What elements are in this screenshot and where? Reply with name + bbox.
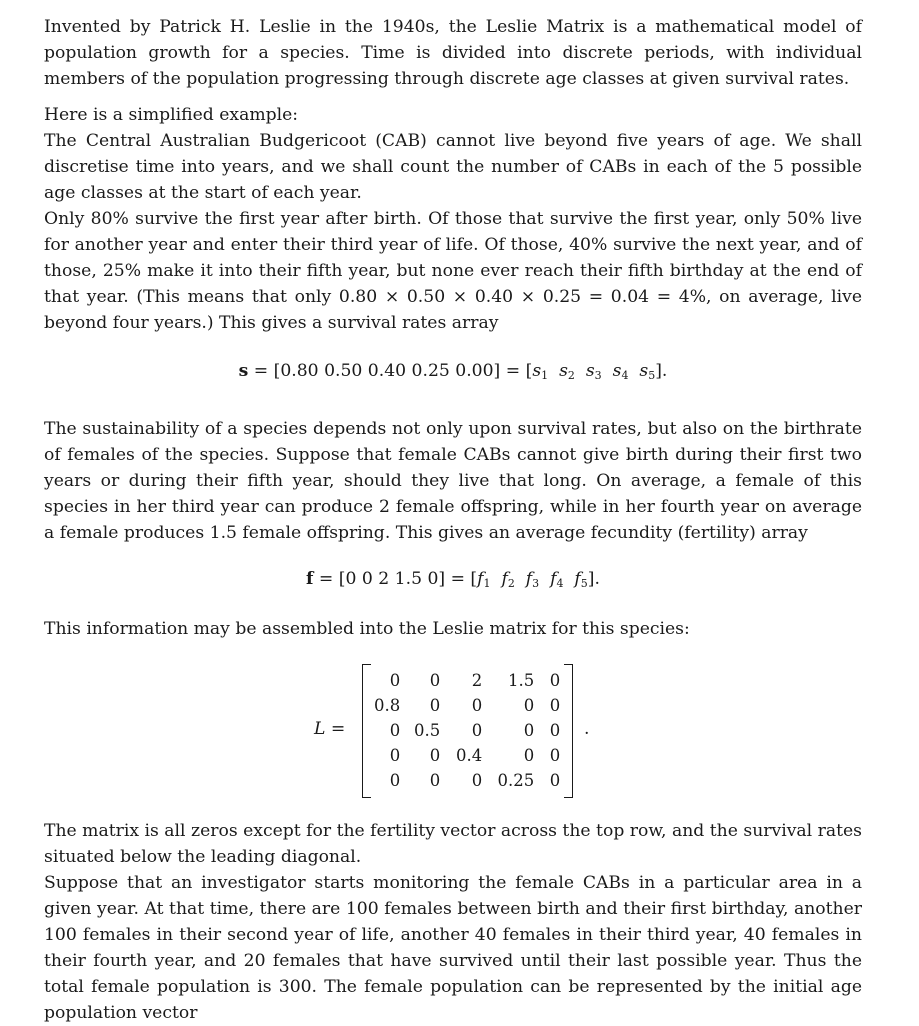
f-subscript: 5 bbox=[580, 577, 588, 590]
s-component: s bbox=[639, 361, 649, 381]
s-subscript: 5 bbox=[648, 369, 656, 382]
matrix-cell: 0 bbox=[429, 671, 441, 690]
matrix-cell: 1.5 bbox=[508, 671, 535, 690]
survival-symbol: s bbox=[238, 361, 249, 381]
matrix-cell: 0 bbox=[549, 721, 561, 740]
matrix-cell: 0 bbox=[471, 771, 483, 790]
example-heading: Here is a simplified example: bbox=[44, 105, 299, 125]
fecundity-values: [0 0 2 1.5 0] bbox=[338, 569, 446, 589]
investigator-paragraph: Suppose that an investigator starts monitoring the female CABs in a particular area in a given year. At that time, there are 100 females between birth and their first birthday, another 100 females in their second year of life, another 40 females in their third year, 40 females in their fourth year, and 20 females that have survived until their last possible year. Thus the total female population is 300. The female population can be represented by the initial age population vector bbox=[44, 873, 862, 1023]
matrix-cell: 0.25 bbox=[497, 771, 535, 790]
matrix-row bbox=[374, 668, 560, 693]
s-component: s bbox=[585, 361, 595, 381]
fecundity-equation: f = [0 0 2 1.5 $0] = [f_1$ $f_2$ $f_3$ $f_4$ $f_5$]. bbox=[306, 569, 600, 590]
f-subscript: 4 bbox=[556, 577, 564, 590]
s-component: s bbox=[532, 361, 542, 381]
assemble-paragraph: This information may be assembled into the Leslie matrix for this species: bbox=[44, 619, 690, 639]
matrix-cell: 0 bbox=[549, 746, 561, 765]
f-component: f bbox=[550, 569, 557, 589]
survival-equation: s = [0.80 0.50 0.40 0.25 $0.00] = [s_1$ $s_2$ $s_3$ $s_4$ $s_5$]. bbox=[238, 361, 668, 382]
matrix-label: L = bbox=[314, 719, 346, 739]
matrix-symbol: L bbox=[314, 719, 326, 739]
matrix-table bbox=[374, 668, 560, 793]
s-subscript: 1 bbox=[541, 369, 549, 382]
matrix-cell: 0 bbox=[429, 771, 441, 790]
matrix-note-paragraph: The matrix is all zeros except for the fertility vector across the top row, and the survival rates situated below the leading diagonal. bbox=[44, 821, 862, 867]
matrix-row bbox=[374, 693, 560, 718]
matrix-cell: 0 bbox=[549, 771, 561, 790]
matrix-row bbox=[374, 768, 560, 793]
matrix-cell: 0 bbox=[429, 746, 441, 765]
matrix-cell: 0 bbox=[523, 721, 535, 740]
matrix-cell: 0 bbox=[523, 696, 535, 715]
survival-paragraph: Only 80% survive the first year after birth. Of those that survive the first year, only 50% live for another year and enter their third year of life. Of those, 40% survive the next year, and of those, 25% make it into their fifth year, but none ever reach their fifth birthday at the end of that year. (This means that only 0.80 × 0.50 × 0.40 × 0.25 = 0.04 = 4%, on average, live beyond four years.) This gives a survival rates array bbox=[44, 209, 862, 333]
matrix-left-bracket bbox=[362, 664, 371, 798]
matrix-cell: 0.4 bbox=[456, 746, 483, 765]
intro-paragraph: Invented by Patrick H. Leslie in the 1940s, the Leslie Matrix is a mathematical model of population growth for a species. Time is divided into discrete periods, with individual members of the population progressing through discrete age classes at given survival rates. bbox=[44, 17, 862, 89]
f-component: f bbox=[525, 569, 533, 589]
matrix-cell: 0 bbox=[471, 721, 483, 740]
f-component: f bbox=[501, 569, 508, 589]
matrix-row bbox=[374, 718, 560, 743]
matrix-cell: 0 bbox=[389, 671, 401, 690]
f-subscript: 3 bbox=[532, 577, 540, 590]
matrix-cell: 0 bbox=[429, 696, 441, 715]
s-subscript: 2 bbox=[567, 369, 575, 382]
matrix-cell: 0 bbox=[471, 696, 483, 715]
leslie-matrix bbox=[44, 662, 862, 802]
matrix-cell: 0 bbox=[389, 771, 401, 790]
matrix-right-bracket bbox=[564, 664, 573, 798]
matrix-cell: 0.8 bbox=[374, 696, 401, 715]
s-component: s bbox=[612, 361, 622, 381]
survival-values: [0.80 0.50 0.40 0.25 0.00] bbox=[273, 361, 501, 381]
matrix-cell: 0 bbox=[549, 671, 561, 690]
f-subscript: 1 bbox=[483, 577, 491, 590]
matrix-cell: 0.5 bbox=[414, 721, 441, 740]
s-subscript: 4 bbox=[621, 369, 629, 382]
s-component: s bbox=[559, 361, 568, 381]
document-page bbox=[44, 14, 862, 1026]
f-subscript: 2 bbox=[507, 577, 515, 590]
matrix-period: . bbox=[584, 719, 590, 739]
cab-intro-paragraph: The Central Australian Budgericoot (CAB) cannot live beyond five years of age. We shall discretise time into years, and we shall count the number of CABs in each of the 5 possible age classes at the start of each year. bbox=[44, 131, 862, 203]
fecundity-symbol: f bbox=[306, 569, 314, 589]
matrix-row bbox=[374, 743, 560, 768]
matrix-cell: 0 bbox=[549, 696, 561, 715]
matrix-cell: 2 bbox=[471, 671, 483, 690]
matrix-cell: 0 bbox=[389, 721, 401, 740]
s-subscript: 3 bbox=[594, 369, 602, 382]
matrix-cell: 0 bbox=[389, 746, 401, 765]
f-component: f bbox=[477, 569, 484, 589]
f-component: f bbox=[574, 569, 581, 589]
fecundity-paragraph: The sustainability of a species depends not only upon survival rates, but also on the birthrate of females of the species. Suppose that female CABs cannot give birth during their first two years or during their fifth year, should they live that long. On average, a female of this species in her third year can produce 2 female offspring, while in her fourth year on average a female produces 1.5 female offspring. This gives an average fecundity (fertility) array bbox=[44, 419, 862, 543]
matrix-cell: 0 bbox=[523, 746, 535, 765]
